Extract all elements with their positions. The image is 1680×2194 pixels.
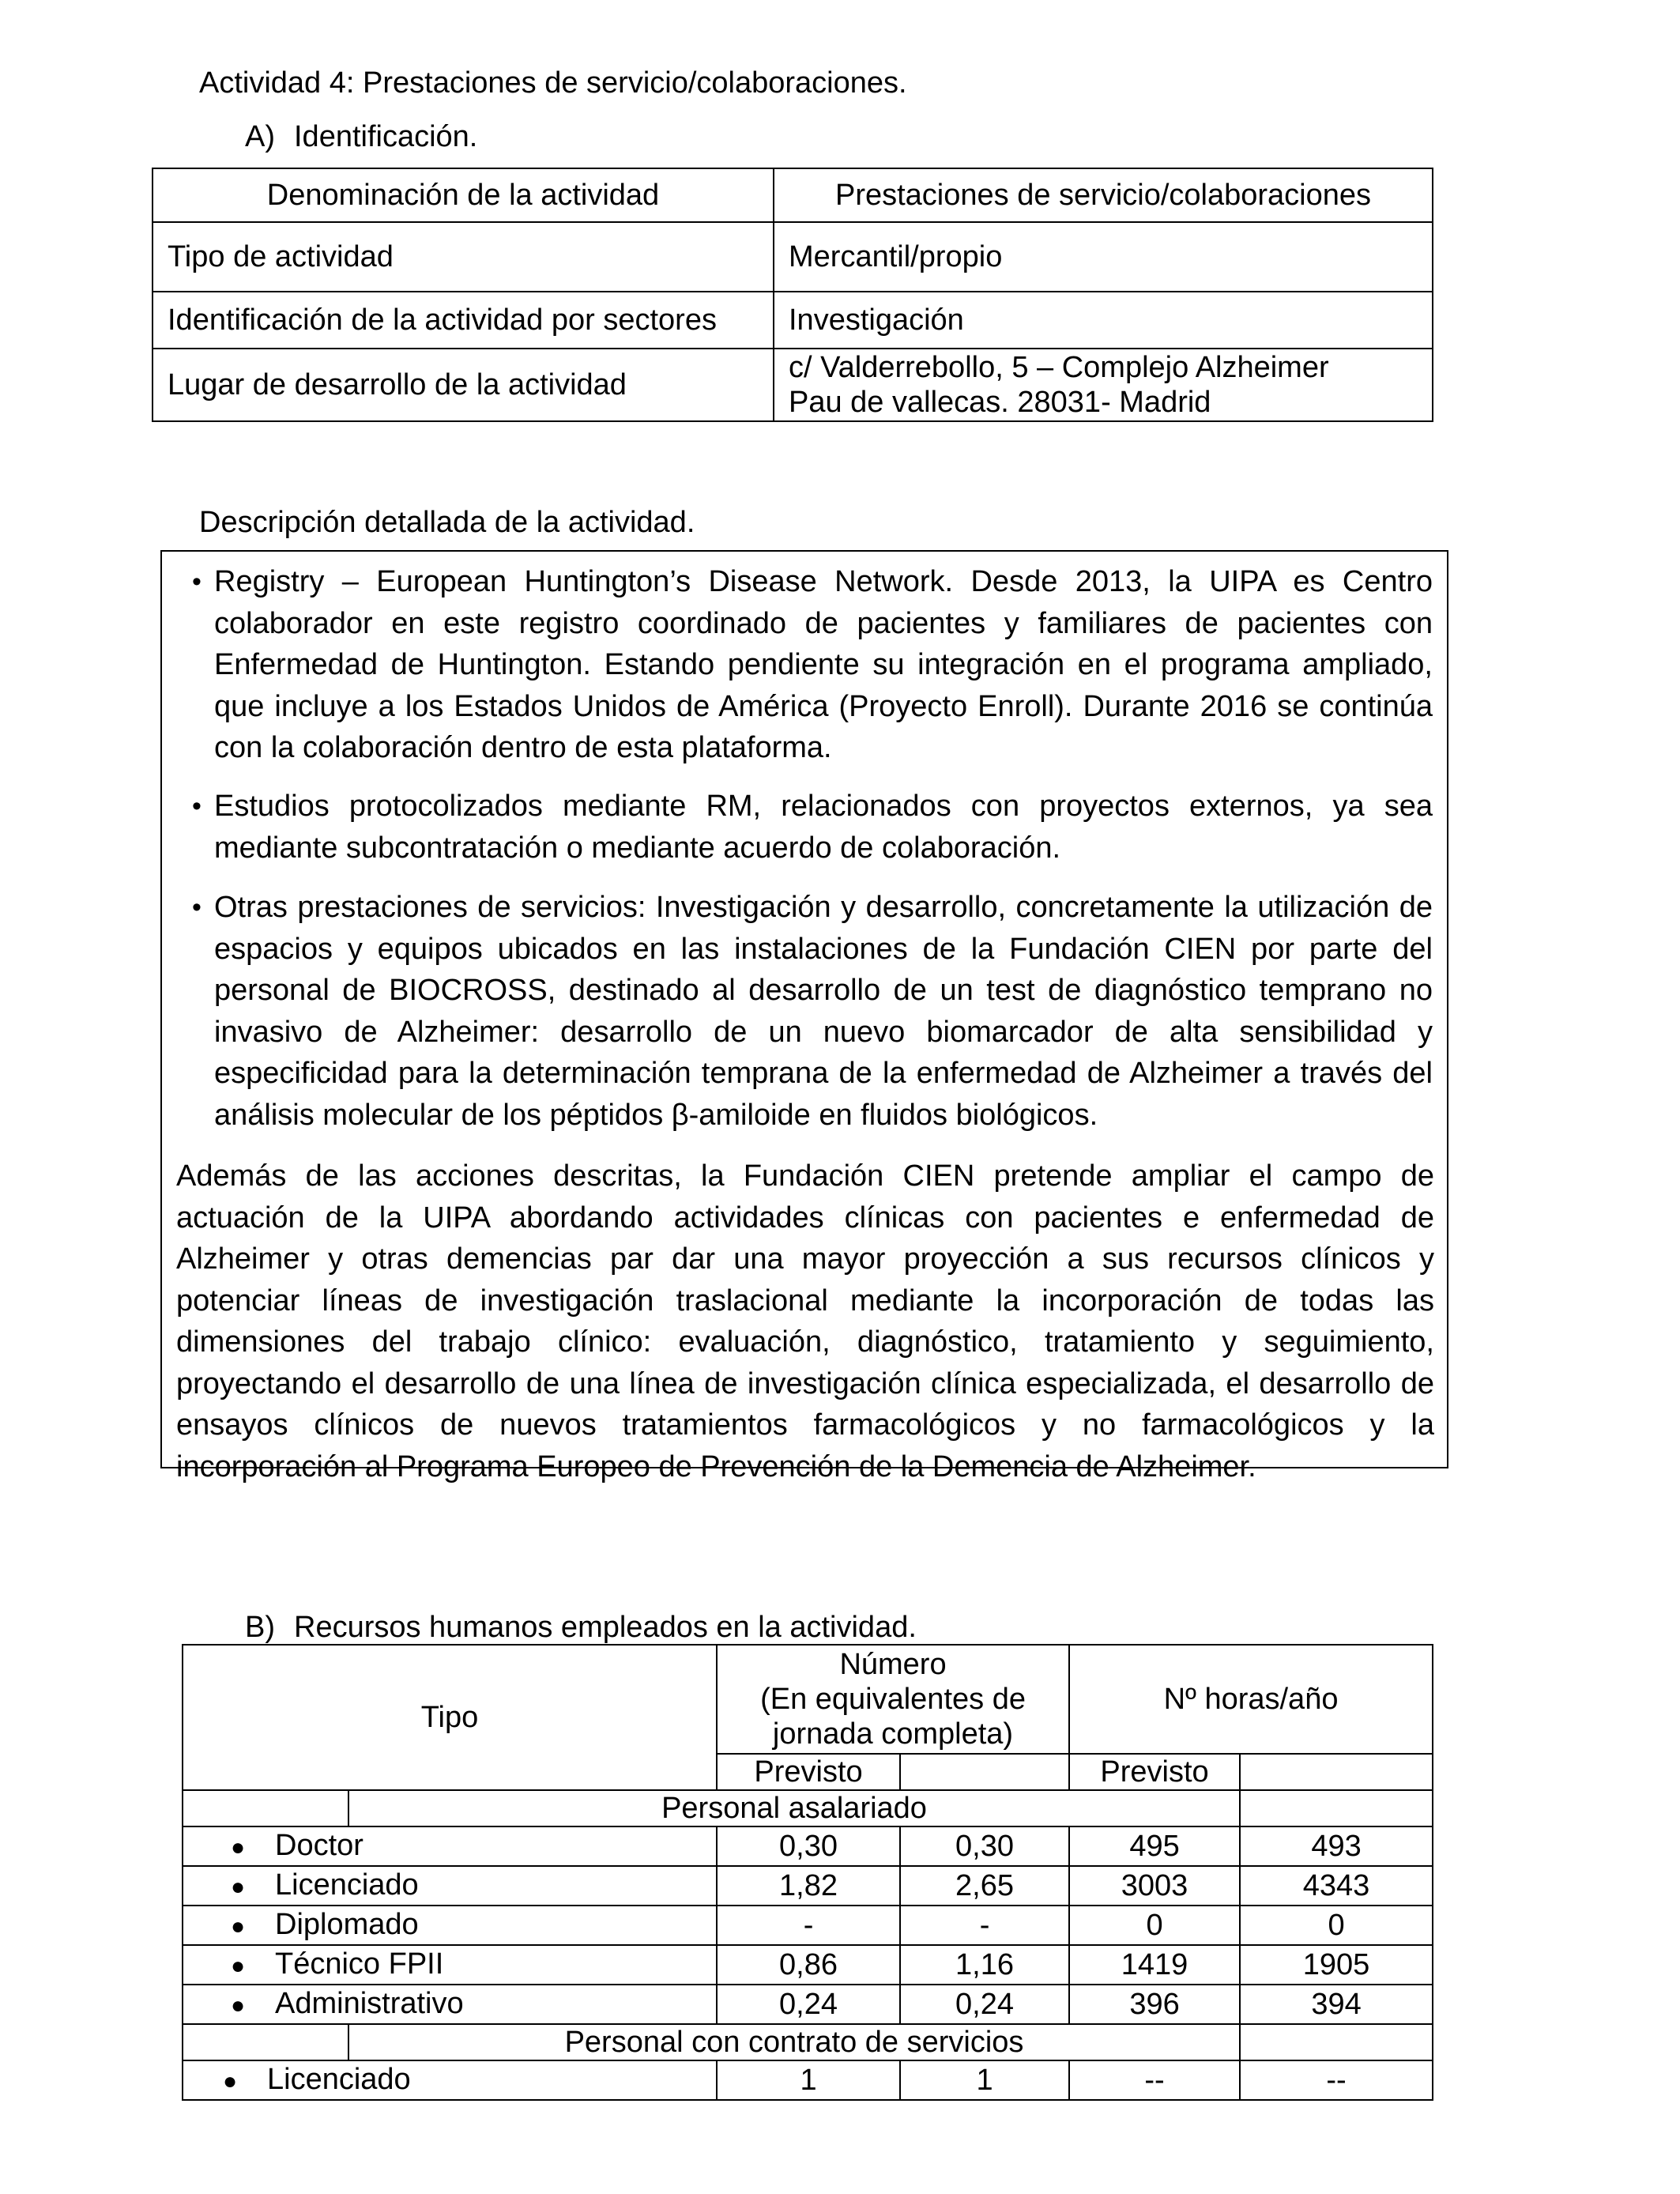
row-tipo [183,1906,717,1945]
bullet-icon: ● [223,2068,238,2094]
header-cell: Denominación de la actividad [153,168,774,222]
subheader-empty [900,1754,1069,1790]
cell: 1,16 [900,1945,1069,1985]
bullet-icon: ● [231,1992,246,2019]
cell: -- [1069,2060,1240,2100]
table-row [153,349,1433,421]
group-label: Personal asalariado [348,1790,1240,1826]
bullet-text: Estudios protocolizados mediante RM, relacionados con proyectos externos, ya sea mediante subcontratación o mediante acuerdo de colaboración. [214,790,1433,865]
numero-line-3: jornada completa) [772,1717,1014,1751]
bullet-icon: • [192,892,202,922]
row-tipo-label: Licenciado [267,2062,411,2096]
col-tipo-header: Tipo [183,1645,717,1790]
group-empty-cell [183,1790,348,1826]
row-tipo-label: Diplomado [275,1907,419,1941]
cell: 394 [1240,1985,1433,2024]
cell: 2,65 [900,1866,1069,1906]
subheader-previsto: Previsto [1069,1754,1240,1790]
row-tipo [183,1945,717,1985]
row-tipo [183,2060,717,2100]
cell: - [900,1906,1069,1945]
group-row [183,2024,1433,2060]
table-row [183,2060,1433,2100]
row-label: Tipo de actividad [153,222,774,292]
description-box [160,550,1448,1483]
bullet-icon: • [192,791,202,821]
cell: 0 [1069,1906,1240,1945]
bullet-icon: • [192,567,202,597]
identification-table [152,168,1433,422]
table-row [183,1906,1433,1945]
cell: 0,30 [717,1826,900,1866]
bullet-icon: ● [231,1834,246,1860]
bullet-text: Otras prestaciones de servicios: Investigación y desarrollo, concretamente la utilización de espacios y equipos ubicados en las instalaciones de la Fundación CIEN por parte del personal de BIOCROSS, destinado al desarrollo de un test de diagnóstico temprano no invasivo de Alzheimer: desarrollo de un nuevo biomarcador de alta sensibilidad y especificidad para la determinación temprana de la enfermedad de Alzheimer a través del análisis molecular de los péptidos β-amiloide en fluidos biológicos. [214,891,1433,1132]
table-row [153,222,1433,292]
list-item [192,561,1433,769]
table-row [183,1866,1433,1906]
section-a-letter: A) [245,120,275,153]
group-empty-cell [183,2024,348,2060]
cell: 1905 [1240,1945,1433,1985]
row-tipo-label: Doctor [275,1828,363,1862]
description-title: Descripción detallada de la actividad. [199,506,695,539]
group-label: Personal con contrato de servicios [348,2024,1240,2060]
row-value [774,349,1433,421]
cell: 1 [900,2060,1069,2100]
table-row [153,292,1433,349]
header-cell: Prestaciones de servicio/colaboraciones [774,168,1433,222]
bullet-icon: ● [231,1873,246,1900]
cell: 0,24 [900,1985,1069,2024]
row-tipo [183,1866,717,1906]
row-value: Mercantil/propio [774,222,1433,292]
section-b-title: Recursos humanos empleados en la actividad. [294,1611,917,1644]
bullet-text: Registry – European Huntington’s Disease Network. Desde 2013, la UIPA es Centro colaborador en este registro coordinado de pacientes y familiares de pacientes con Enfermedad de Huntington. Estando pendiente su integración en el programa ampliado, que incluye a los Estados Unidos de América (Proyecto Enroll). Durante 2016 se continúa con la colaboración dentro de esta plataforma. [214,565,1433,764]
row-tipo-label: Administrativo [275,1986,464,2020]
cell: 1419 [1069,1945,1240,1985]
group-row [183,1790,1433,1826]
section-a-title: Identificación. [294,120,478,153]
list-item [192,887,1433,1136]
numero-line-2: (En equivalentes de [760,1683,1026,1716]
bullet-icon: ● [231,1952,246,1979]
subheader-previsto: Previsto [717,1754,900,1790]
cell: 396 [1069,1985,1240,2024]
document-heading: Actividad 4: Prestaciones de servicio/colaboraciones. [199,66,907,100]
row-tipo [183,1826,717,1866]
description-paragraph: Además de las acciones descritas, la Fundación CIEN pretende ampliar el campo de actuación de la UIPA abordando actividades clínicas con pacientes e enfermedad de Alzheimer y otras demencias par dar una mayor proyección a sus recursos clínicos y potenciar líneas de investigación traslacional mediante la incorporación de todas las dimensiones del trabajo clínico: evaluación, diagnóstico, tratamiento y seguimiento, proyectando el desarrollo de una línea de investigación clínica especializada, el desarrollo de ensayos clínicos de nuevos tratamientos farmacológicos y no farmacológicos y la incorporación al Programa Europeo de Prevención de la Demencia de Alzheimer. [176,1159,1434,1483]
row-value: Investigación [774,292,1433,349]
group-empty-cell [1240,2024,1433,2060]
cell: 495 [1069,1826,1240,1866]
numero-line-1: Número [839,1648,947,1681]
row-tipo-label: Licenciado [275,1868,419,1902]
cell: 0,86 [717,1945,900,1985]
address-line-1: c/ Valderrebollo, 5 – Complejo Alzheimer [789,351,1329,384]
cell: 1 [717,2060,900,2100]
cell: 0,24 [717,1985,900,2024]
list-item [192,786,1433,869]
col-numero-header [717,1645,1069,1754]
row-label: Identificación de la actividad por sectores [153,292,774,349]
cell: 493 [1240,1826,1433,1866]
cell: 0,30 [900,1826,1069,1866]
cell: 3003 [1069,1866,1240,1906]
cell: 4343 [1240,1866,1433,1906]
table-row [183,1945,1433,1985]
group-empty-cell [1240,1790,1433,1826]
cell: 1,82 [717,1866,900,1906]
row-label: Lugar de desarrollo de la actividad [153,349,774,421]
section-b-letter: B) [245,1611,275,1644]
table-header-row [153,168,1433,222]
subheader-empty [1240,1754,1433,1790]
table-row [183,1826,1433,1866]
address-line-2: Pau de vallecas. 28031- Madrid [789,386,1211,419]
cell: -- [1240,2060,1433,2100]
cell: - [717,1906,900,1945]
cell: 0 [1240,1906,1433,1945]
row-tipo [183,1985,717,2024]
table-row [183,1985,1433,2024]
col-horas-header: Nº horas/año [1069,1645,1433,1754]
human-resources-table [182,1644,1433,2101]
table-header-row [183,1645,1433,1754]
row-tipo-label: Técnico FPII [275,1947,444,1981]
bullet-icon: ● [231,1913,246,1940]
